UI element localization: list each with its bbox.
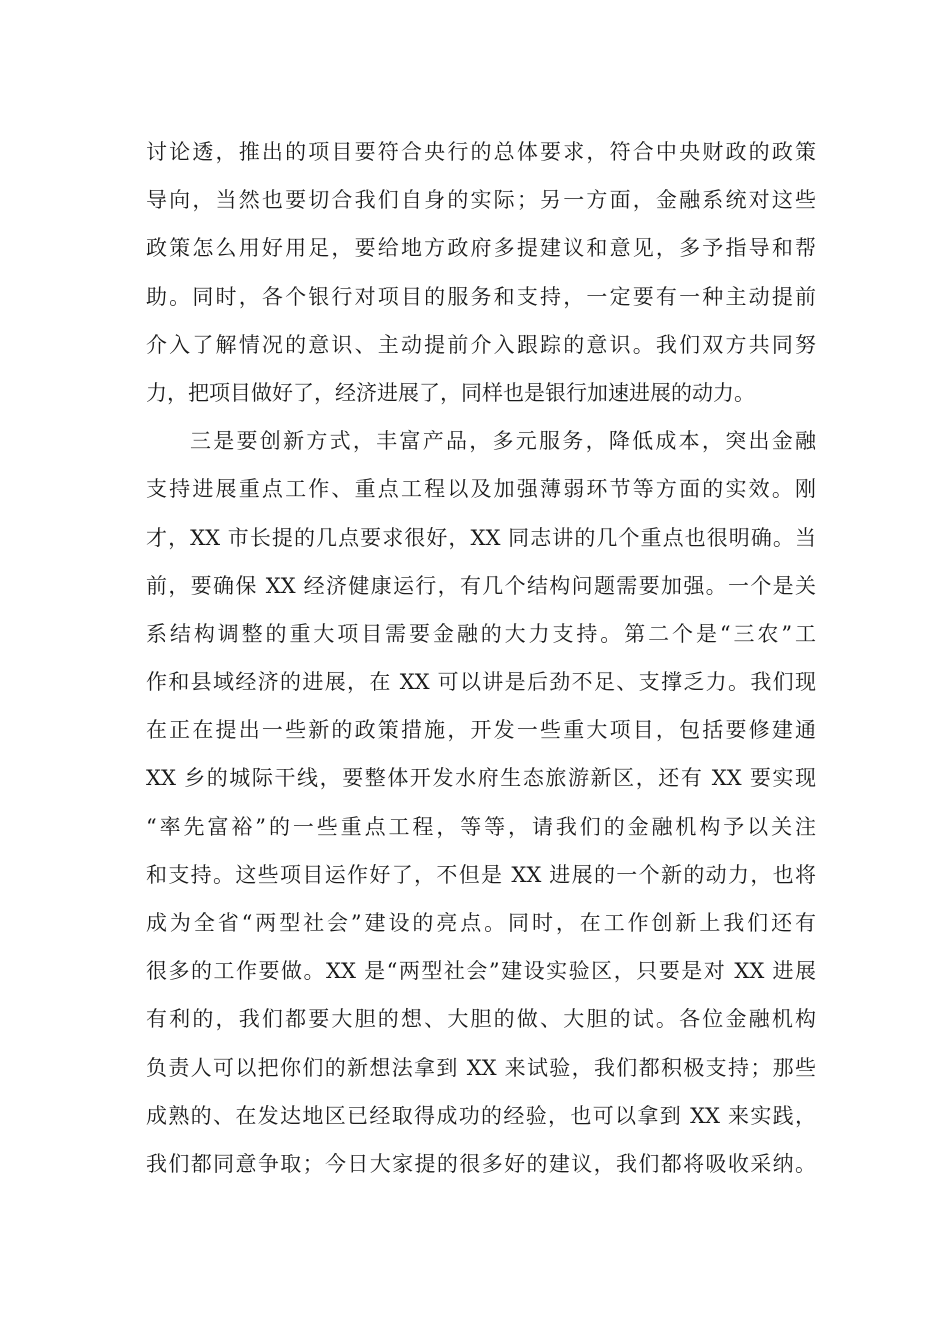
text-line: 作和县域经济的进展，在 XX 可以讲是后劲不足、支撑乏力。我们现 — [146, 670, 816, 695]
text-line: “率先富裕”的一些重点工程，等等，请我们的金融机构予以关注 — [146, 814, 816, 839]
text-line: 成熟的、在发达地区已经取得成功的经验，也可以拿到 XX 来实践， — [146, 1103, 816, 1128]
text-line: 才，XX 市长提的几点要求很好，XX 同志讲的几个重点也很明确。当 — [146, 525, 816, 550]
text-line: 和支持。这些项目运作好了，不但是 XX 进展的一个新的动力，也将 — [146, 862, 816, 887]
text-line: 支持进展重点工作、重点工程以及加强薄弱环节等方面的实效。刚 — [146, 477, 816, 502]
text-line: 我们都同意争取；今日大家提的很多好的建议，我们都将吸收采纳。 — [146, 1151, 816, 1176]
text-line: 导向，当然也要切合我们自身的实际；另一方面，金融系统对这些 — [146, 188, 816, 213]
text-line: 有利的，我们都要大胆的想、大胆的做、大胆的试。各位金融机构 — [146, 1007, 816, 1032]
text-line: 三是要创新方式，丰富产品，多元服务，降低成本，突出金融 — [190, 429, 816, 454]
text-line: 介入了解情况的意识、主动提前介入跟踪的意识。我们双方共同努 — [146, 332, 816, 357]
text-line: 成为全省“两型社会”建设的亮点。同时，在工作创新上我们还有 — [146, 911, 816, 935]
paragraph-2 — [146, 417, 816, 1188]
text-line: 政策怎么用好用足，要给地方政府多提建议和意见，多予指导和帮 — [146, 236, 816, 261]
text-line: 很多的工作要做。XX 是“两型社会”建设实验区，只要是对 XX 进展 — [146, 959, 816, 984]
text-line: 负责人可以把你们的新想法拿到 XX 来试验，我们都积极支持；那些 — [146, 1055, 816, 1080]
text-line: 系结构调整的重大项目需要金融的大力支持。第二个是“三农”工 — [146, 621, 816, 646]
text-line: 前，要确保 XX 经济健康运行，有几个结构问题需要加强。一个是关 — [146, 573, 816, 598]
text-line: 助。同时，各个银行对项目的服务和支持，一定要有一种主动提前 — [146, 284, 816, 309]
text-line: XX 乡的城际干线，要整体开发水府生态旅游新区，还有 XX 要实现 — [146, 766, 816, 791]
body-text — [146, 128, 816, 1188]
paragraph-1 — [146, 128, 816, 417]
text-line: 在正在提出一些新的政策措施，开发一些重大项目，包括要修建通 — [146, 718, 816, 743]
text-line: 讨论透，推出的项目要符合央行的总体要求，符合中央财政的政策 — [146, 140, 816, 164]
text-line: 力，把项目做好了，经济进展了，同样也是银行加速进展的动力。 — [146, 380, 755, 405]
